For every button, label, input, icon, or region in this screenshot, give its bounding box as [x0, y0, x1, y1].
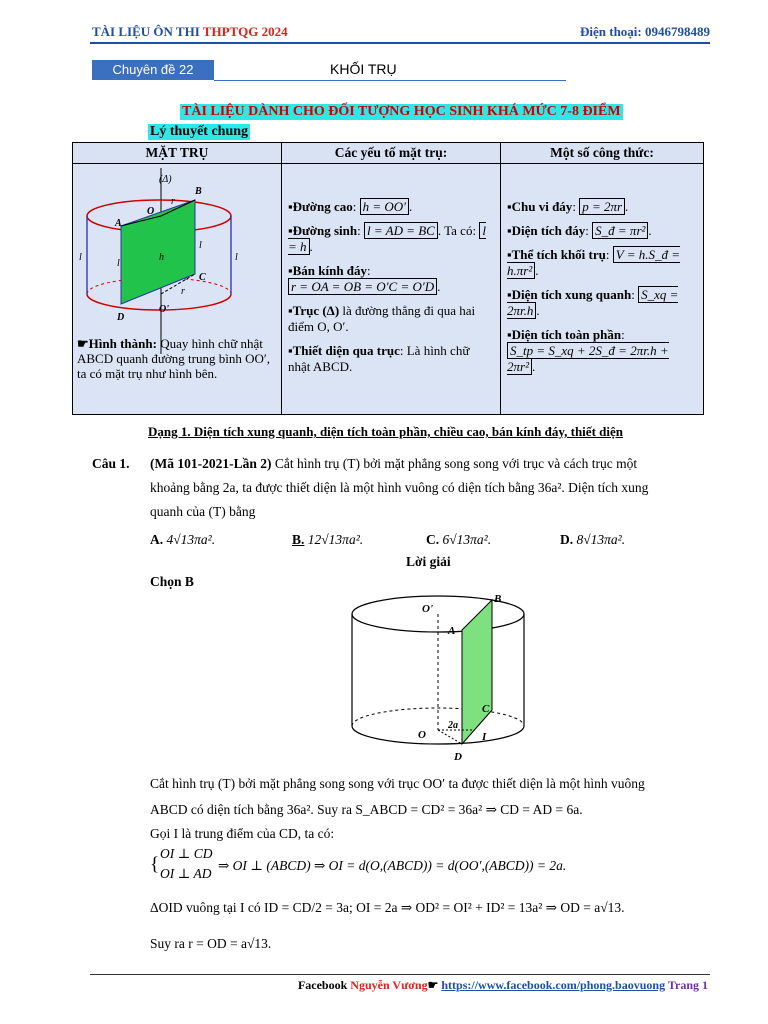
- formula-volume: ▪Thể tích khối trụ: V = h.S_đ = h.πr² .: [507, 247, 681, 278]
- solution-figure: [344, 590, 534, 766]
- fig-label-b: B: [195, 186, 202, 197]
- header-title: TÀI LIỆU ÔN THI: [92, 24, 203, 39]
- solution-choice: Chọn B: [150, 574, 194, 589]
- theory-table: [72, 142, 704, 415]
- fig-label-r-bottom: r: [181, 286, 185, 297]
- footer-divider: [90, 974, 710, 975]
- topic-title: KHỐI TRỤ: [330, 61, 397, 77]
- system-eq-2: OI ⊥ AD: [160, 866, 212, 881]
- theory-title: Lý thuyết chung: [150, 124, 249, 139]
- sol-label-o: O: [418, 729, 426, 741]
- header-left: [92, 24, 288, 40]
- section-heading: Dạng 1. Diện tích xung quanh, diện tích toàn phần, chiều cao, bán kính đáy, thiết diện: [148, 424, 623, 439]
- sol-label-d: D: [454, 751, 462, 763]
- fig-label-h: h: [159, 252, 164, 263]
- topic-divider: [214, 80, 566, 81]
- hand-pointer-icon: ☛: [427, 978, 442, 992]
- question-number: Câu 1.: [92, 456, 130, 471]
- choice-b[interactable]: B. 12√13πa².: [292, 532, 364, 547]
- sol-label-2a: 2a: [448, 720, 458, 731]
- header-phone: Điện thoại: 0946798489: [580, 24, 710, 39]
- target-audience: TÀI LIỆU DÀNH CHO ĐỐI TƯỢNG HỌC SINH KHÁ MỨC 7-8 ĐIỂM: [182, 104, 621, 119]
- sol-label-b: B: [494, 593, 502, 605]
- formulas-cell: [501, 164, 704, 415]
- element-axis: ▪Trục (Δ) là đường thẳng đi qua hai điểm O, O′.: [288, 303, 476, 334]
- table-header-cylinder: MẶT TRỤ: [73, 143, 282, 164]
- fig-label-l-right-inner: l: [199, 240, 202, 251]
- solution-line-4: ⇒ OI ⊥ (ABCD) ⇒ OI = d(O,(ABCD)) = d(OO′,(ABCD)) = 2a.: [218, 858, 567, 873]
- choice-c[interactable]: C. 6√13πa².: [426, 532, 492, 547]
- topic-tag: Chuyên đề 22: [92, 60, 214, 80]
- element-radius: ▪Bán kính đáy: r = OA = OB = O′C = O′D .: [288, 263, 441, 294]
- solution-line-2: ABCD có diện tích bằng 36a². Suy ra S_ABCD = CD² = 36a² ⇒ CD = AD = 6a.: [150, 802, 583, 817]
- system-brace: {: [150, 854, 160, 875]
- header-divider: [90, 42, 710, 44]
- solution-line-3: Gọi I là trung điểm của CD, ta có:: [150, 826, 335, 841]
- header-exam: THPTQG 2024: [202, 24, 288, 39]
- fig-label-c: C: [199, 272, 206, 283]
- sol-label-a: A: [448, 625, 456, 637]
- solution-title: Lời giải: [406, 554, 451, 569]
- cylinder-cell: [73, 164, 282, 415]
- question-text: (Mã 101-2021-Lần 2) Cắt hình trụ (T) bởi mặt phẳng song song với trục và cách trục một khoảng bằng 2a, ta được thiết diện là một hình vuông có diện tích bằng 36a². Diện tích xung quanh của (T) bằng: [150, 456, 649, 519]
- solution-line-6: Suy ra r = OD = a√13.: [150, 936, 272, 951]
- fig-axis-label: (Δ): [159, 174, 172, 185]
- sol-label-c: C: [482, 703, 490, 715]
- formula-base-area: ▪Diện tích đáy: S_đ = πr² .: [507, 223, 652, 238]
- fig-label-d: D: [117, 312, 125, 323]
- cylinder-caption: ☛Hình thành: Quay hình chữ nhật ABCD quanh đường trung bình OO′, ta có mặt trụ như hình bên.: [77, 336, 270, 381]
- sol-label-oprime: O': [422, 603, 433, 615]
- formula-perimeter: ▪Chu vi đáy: p = 2πr .: [507, 199, 629, 214]
- footer: Facebook Nguyễn Vương☛ https://www.facebook.com/phong.baovuong Trang 1: [297, 978, 708, 992]
- choice-d[interactable]: D. 8√13πa².: [560, 532, 626, 547]
- table-header-formulas: Một số công thức:: [501, 143, 704, 164]
- formula-lateral-area: ▪Diện tích xung quanh: S_xq = 2πr.h .: [507, 287, 679, 318]
- table-header-elements: Các yếu tố mặt trụ:: [282, 143, 501, 164]
- fig-label-l-right: l: [235, 252, 238, 263]
- formula-total-area: ▪Diện tích toàn phần: S_tp = S_xq + 2S_đ = 2πr.h + 2πr² .: [507, 327, 669, 374]
- sol-label-i: I: [482, 731, 487, 743]
- system-eq-1: OI ⊥ CD: [160, 846, 213, 861]
- element-generator: ▪Đường sinh: l = AD = BC . Ta có: l = h .: [288, 223, 486, 254]
- element-section: ▪Thiết diện qua trục: Là hình chữ nhật ABCD.: [288, 343, 470, 374]
- solution-line-1: Cắt hình trụ (T) bởi mặt phẳng song song với trục OO′ ta được thiết diện là một hình vuông: [150, 776, 645, 791]
- elements-cell: [282, 164, 501, 415]
- element-height: ▪Đường cao: h = OO′ .: [288, 199, 413, 214]
- fig-label-oprime: O': [159, 304, 169, 315]
- choice-a[interactable]: A. 4√13πa².: [150, 532, 216, 547]
- page-number: Trang 1: [665, 978, 708, 992]
- fig-label-a: A: [115, 218, 122, 229]
- fig-label-o: O: [147, 206, 155, 217]
- fig-label-l-inner: l: [117, 258, 120, 269]
- facebook-link[interactable]: https://www.facebook.com/phong.baovuong: [441, 978, 666, 992]
- fig-label-r-top: r: [171, 196, 175, 207]
- solution-line-5: ΔOID vuông tại I có ID = CD/2 = 3a; OI = 2a ⇒ OD² = OI² + ID² = 13a² ⇒ OD = a√13.: [150, 900, 625, 915]
- fig-label-l-left: l: [79, 252, 82, 263]
